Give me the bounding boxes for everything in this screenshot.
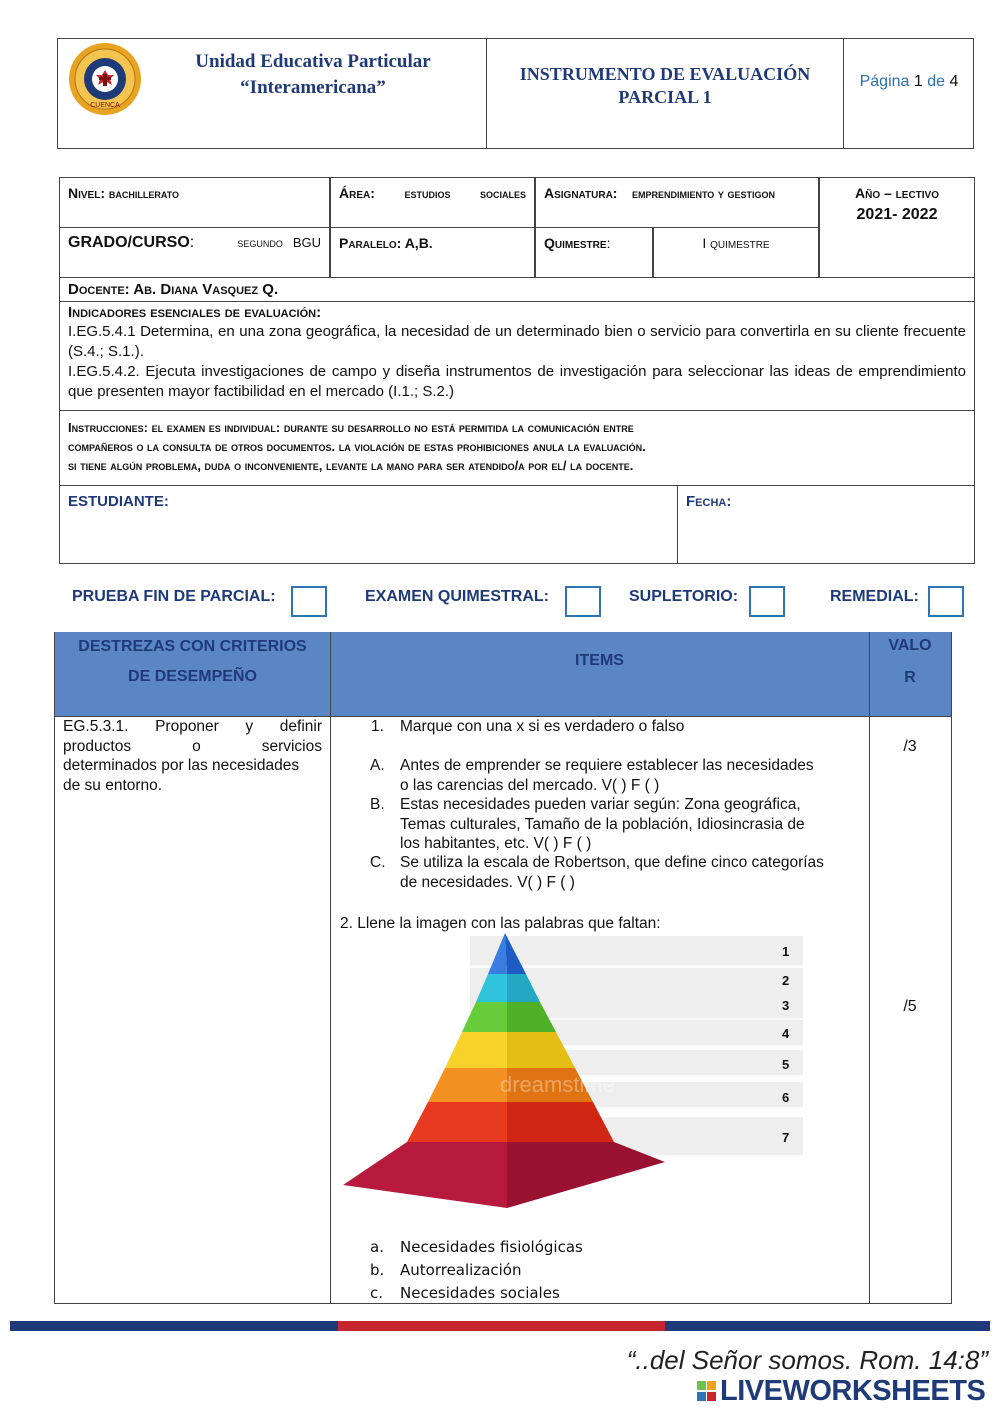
option-a-letter: a.	[370, 1238, 384, 1256]
pyramid-tier-1-left	[488, 933, 507, 974]
fecha-field[interactable]	[677, 485, 975, 564]
remedial-label: REMEDIAL:	[830, 588, 919, 605]
option-c-text: Necesidades sociales	[400, 1284, 560, 1302]
page-of: de	[927, 73, 946, 90]
table-divider-1	[330, 632, 331, 1304]
estudiante-label: ESTUDIANTE:	[68, 493, 169, 510]
destreza-line2: productos o servicios	[63, 737, 322, 755]
liveworksheets-brand: LIVEWORKSHEETS	[720, 1375, 986, 1407]
fecha-label: Fecha:	[686, 493, 732, 510]
col-destrezas-header	[55, 632, 330, 692]
pyramid-number-1: 1	[782, 944, 790, 959]
pyramid-tier-7-right	[507, 1142, 665, 1208]
page-number	[844, 73, 974, 91]
eval-title	[487, 63, 843, 109]
pyramid-number-4: 4	[782, 1026, 790, 1041]
examen-checkbox[interactable]	[565, 586, 601, 617]
pyramid-number-6: 6	[782, 1090, 790, 1105]
qc-text	[400, 853, 866, 892]
instrucciones-line1: el examen es individual: durante su desarrollo no está permitida la comunicación entre	[151, 420, 634, 435]
q2-text: 2. Llene la imagen con las palabras que faltan:	[340, 915, 661, 932]
area-cell	[330, 177, 535, 228]
pyramid-tier-5-left	[428, 1068, 507, 1102]
pyramid-tier-6-left	[407, 1102, 507, 1142]
asignatura-cell	[535, 177, 819, 228]
area-value: estudios sociales	[404, 186, 526, 201]
pyramid-tier-3-right	[507, 1002, 556, 1032]
needs-pyramid	[340, 930, 670, 1215]
qb-text	[400, 795, 862, 854]
score-q2: /5	[903, 998, 917, 1015]
footer-bar-middle	[338, 1321, 665, 1331]
indicadores-title: Indicadores esenciales de evaluación:	[68, 304, 322, 321]
col-items-header: ITEMS	[575, 652, 624, 669]
table-border-right	[951, 632, 952, 1304]
anio-value: 2021- 2022	[856, 206, 938, 223]
paralelo-label: Paralelo: A,B.	[339, 235, 433, 251]
col-destrezas-line1: DESTREZAS CON CRITERIOS	[78, 638, 307, 655]
instrucciones-label: Instrucciones:	[68, 420, 148, 435]
option-b-letter: b.	[370, 1261, 385, 1279]
liveworksheets-logo-icon	[697, 1381, 717, 1405]
qa-letter: A.	[370, 757, 385, 774]
qb-line3: los habitantes, etc. V( ) F ( )	[400, 835, 592, 852]
indicador-1: I.EG.5.4.1 Determina, en una zona geográfica, la necesidad de un determinado bien o servicio para convertirla en su cliente frecuente (S.4.; S.1.).	[68, 323, 966, 360]
qa-text	[400, 756, 862, 795]
col-valor-header	[869, 630, 951, 694]
page-number-cell	[844, 39, 974, 148]
qb-letter: B.	[370, 796, 385, 813]
page-label: Página	[859, 73, 910, 90]
document-header	[57, 38, 974, 149]
score-q1: /3	[903, 738, 917, 755]
prueba-label: PRUEBA FIN DE PARCIAL:	[72, 588, 276, 605]
footer-quote: “..del Señor somos. Rom. 14:8”	[626, 1345, 988, 1375]
prueba-checkbox[interactable]	[291, 586, 327, 617]
pyramid-tier-4-right	[507, 1032, 575, 1068]
pyramid-number-3: 3	[782, 998, 790, 1013]
asignatura-value: emprendimiento y gestigon	[631, 186, 776, 201]
quimestre-value-cell	[653, 227, 819, 278]
pyramid-tier-3-left	[462, 1002, 507, 1032]
col-destrezas-line2: DE DESEMPEÑO	[128, 668, 257, 685]
pyramid-tier-2-right	[507, 974, 540, 1002]
instrucciones-line3: si tiene algún problema, duda o inconveniente, levante la mano para ser atendido/a por el/ la docente.	[68, 458, 634, 473]
instrucciones-line2: compañeros o la consulta de otros documentos. la violación de estas prohibiciones anula la evaluación.	[68, 439, 646, 454]
option-a-text: Necesidades fisiológicas	[400, 1238, 583, 1256]
page-total: 4	[949, 73, 959, 90]
option-b-text: Autorrealización	[400, 1261, 522, 1279]
nivel-value: bachillerato	[108, 186, 180, 201]
col-valor-line2: R	[904, 669, 916, 686]
page-current: 1	[913, 73, 923, 90]
destreza-line3: determinados por las necesidades	[63, 757, 300, 774]
grado-label: GRADO/CURSO	[68, 234, 190, 251]
destreza-line1: EG.5.3.1. Proponer y definir	[63, 718, 322, 735]
area-value-line	[339, 181, 526, 206]
school-seal-icon	[67, 41, 143, 117]
qa-line2: o las carencias del mercado. V( ) F ( )	[400, 776, 660, 794]
nivel-label: Nivel:	[68, 185, 105, 201]
qa-line1: Antes de emprender se requiere establecer las necesidades	[400, 757, 814, 774]
nivel-cell	[59, 177, 330, 228]
pyramid-tier-2-left	[476, 974, 507, 1002]
qc-line1: Se utiliza la escala de Robertson, que define cinco categorías	[400, 854, 824, 871]
examen-label: EXAMEN QUIMESTRAL:	[365, 588, 549, 605]
estudiante-field[interactable]	[59, 485, 678, 564]
watermark-text: dreamstime	[500, 1072, 615, 1097]
table-divider-2	[869, 632, 870, 1304]
qc-line2: de necesidades. V( ) F ( )	[400, 873, 575, 891]
destreza-line4: de su entorno.	[63, 776, 163, 794]
qb-line1: Estas necesidades pueden variar según: Zona geográfica,	[400, 796, 801, 813]
pyramid-tier-7-left	[343, 1142, 507, 1208]
school-name	[163, 49, 463, 101]
supletorio-label: SUPLETORIO:	[629, 588, 739, 605]
pyramid-number-5: 5	[782, 1057, 790, 1072]
indicadores-cell	[59, 301, 975, 411]
area-label: Área:	[339, 185, 375, 201]
asignatura-label: Asignatura:	[544, 185, 618, 201]
footer-bar-left	[10, 1321, 338, 1331]
qc-letter: C.	[370, 854, 386, 871]
destreza-text	[63, 717, 322, 795]
school-name-line1: Unidad Educativa Particular	[195, 51, 431, 72]
eval-title-cell	[487, 39, 844, 148]
paralelo-cell	[330, 227, 535, 278]
quimestre-label: Quimestre	[544, 235, 607, 251]
pyramid-tier-1-right	[505, 933, 526, 974]
qb-line2: Temas culturales, Tamaño de la población, Idiosincrasia de	[400, 815, 805, 833]
supletorio-checkbox[interactable]	[749, 586, 785, 617]
asignatura-line	[544, 181, 810, 206]
pyramid-tier-4-left	[445, 1032, 507, 1068]
col-valor-line1: VALO	[888, 637, 932, 654]
eval-title-line1: INSTRUMENTO DE EVALUACIÓN	[519, 64, 811, 84]
school-name-line2: “Interamericana”	[240, 77, 386, 98]
table-border-left	[54, 632, 55, 1304]
eval-title-line2: PARCIAL 1	[618, 87, 712, 107]
quimestre-label-cell: Quimestre:	[535, 227, 653, 278]
indicador-2: I.EG.5.4.2. Ejecuta investigaciones de campo y diseña instrumentos de investigación para seleccionar las ideas de emprendimiento que presenten mayor factibilidad en el mercado (I.1.; S.2.)	[68, 363, 966, 400]
pyramid-number-7: 7	[782, 1130, 790, 1145]
grado-value: segundo BGU	[237, 235, 321, 250]
anio-label: Año – lectivo	[854, 185, 939, 201]
q1-number: 1.	[371, 718, 384, 735]
seal-text: CUENCA	[90, 102, 120, 109]
instrucciones-cell	[59, 410, 975, 486]
anio-cell	[819, 177, 975, 278]
school-cell	[58, 39, 487, 148]
footer-bar-right	[665, 1321, 990, 1331]
remedial-checkbox[interactable]	[928, 586, 964, 617]
option-c-letter: c.	[370, 1284, 384, 1302]
pyramid-tier-6-right	[507, 1102, 614, 1142]
grado-cell: GRADO/CURSO: segundo BGU	[59, 227, 330, 278]
docente-cell	[59, 277, 975, 302]
q1-text: Marque con una x si es verdadero o falso	[400, 718, 685, 735]
docente-label: Docente: Ab. Diana Vasquez Q.	[68, 281, 279, 298]
quimestre-value: I quimestre	[702, 235, 770, 251]
pyramid-number-2: 2	[782, 973, 790, 988]
